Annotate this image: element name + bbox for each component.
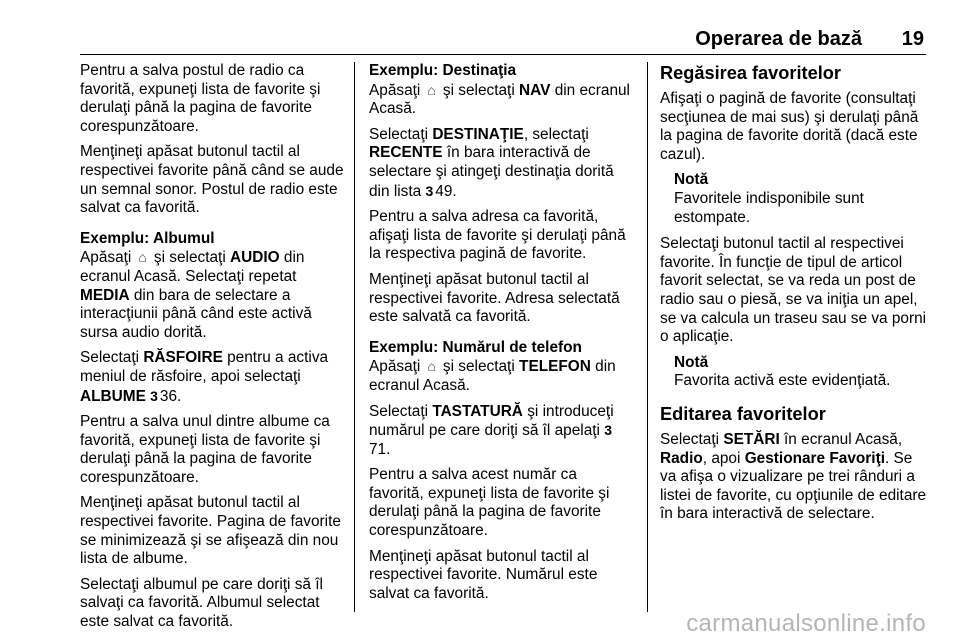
note-heading: Notă bbox=[674, 353, 709, 371]
cross-reference-arrow-icon: 3 bbox=[604, 422, 613, 439]
keyword-setari: SETĂRI bbox=[723, 430, 780, 448]
example-heading-album: Exemplu: Albumul bbox=[80, 229, 215, 247]
paragraph: Menţineţi apăsat butonul tactil al respectivei favorite. Numărul este salvat ca favorită. bbox=[369, 547, 598, 602]
section-heading-retrieve: Regăsirea favoritelor bbox=[660, 63, 841, 83]
home-icon: ⌂ bbox=[427, 358, 436, 375]
watermark: carmanualsonline.info bbox=[686, 610, 926, 637]
note-text: Favorita activă este evidenţiată. bbox=[674, 372, 891, 390]
keyword-rasfoire: RĂSFOIRE bbox=[143, 349, 223, 367]
paragraph: Selectaţi TASTATURĂ şi introduceţi numărul pe care doriţi să îl apelaţi 371. bbox=[369, 402, 614, 458]
keyword-audio: AUDIO bbox=[230, 249, 280, 267]
column-left bbox=[80, 62, 345, 639]
keyword-media: MEDIA bbox=[80, 286, 130, 304]
column-right bbox=[660, 62, 928, 531]
paragraph: Selectaţi DESTINAŢIE, selectaţi RECENTE în bara interactivă de selectare şi atingeţi destinaţia dorită din lista 3 49. bbox=[369, 125, 614, 200]
page-reference[interactable]: 71. bbox=[369, 440, 391, 458]
header-rule bbox=[80, 54, 926, 55]
note-text: Favoritele indisponibile sunt estompate. bbox=[674, 189, 864, 226]
paragraph: Afişaţi o pagină de favorite (consultaţi secţiunea de mai sus) şi derulaţi până la pagina de favorite dorită (dacă este cazul). bbox=[660, 90, 919, 163]
column-middle bbox=[369, 62, 634, 610]
keyword-destinatie: DESTINAŢIE bbox=[432, 125, 524, 143]
paragraph: Pentru a salva unul dintre albume ca favorită, expuneţi lista de favorite şi derulaţi până la pagina de favorite corespunzătoare. bbox=[80, 413, 330, 486]
paragraph: Menţineţi apăsat butonul tactil al respectivei favorite până când se aude un semnal sonor. Postul de radio este salvat ca favorită. bbox=[80, 143, 344, 217]
note-box bbox=[674, 171, 928, 227]
paragraph: Pentru a salva postul de radio ca favorită, expuneţi lista de favorite şi derulaţi până la pagina de favorite corespunzătoare. bbox=[80, 62, 321, 135]
paragraph: Selectaţi SETĂRI în ecranul Acasă, Radio, apoi Gestionare Favoriţi. Se va afişa o vizualizare pe trei rânduri a listei de favorite, cu opţiunile de editare în bara interactivă de selectare. bbox=[660, 430, 927, 523]
keyword-albume: ALBUME bbox=[80, 387, 146, 405]
keyword-recente: RECENTE bbox=[369, 144, 443, 162]
home-icon: ⌂ bbox=[138, 249, 147, 266]
paragraph: Pentru a salva acest număr ca favorită, expuneţi lista de favorite şi derulaţi până la pagina de favorite corespunzătoare. bbox=[369, 466, 610, 540]
page-number: 19 bbox=[901, 28, 924, 50]
page-reference[interactable]: 49. bbox=[435, 182, 457, 200]
paragraph: Selectaţi albumul pe care doriţi să îl salvaţi ca favorită. Albumul selectat este salvat ca favorită. bbox=[80, 575, 323, 631]
paragraph: Apăsaţi ⌂ şi selectaţi TELEFON din ecranul Acasă. bbox=[369, 358, 616, 394]
note-box bbox=[674, 354, 928, 391]
section-heading-edit: Editarea favoritelor bbox=[660, 403, 826, 424]
keyword-telefon: TELEFON bbox=[519, 358, 591, 376]
keyword-gestionare-favoriti: Gestionare Favoriţi bbox=[744, 449, 885, 467]
page-reference[interactable]: 36. bbox=[159, 387, 182, 405]
cross-reference-arrow-icon: 3 bbox=[150, 387, 158, 404]
paragraph: Apăsaţi ⌂ şi selectaţi AUDIO din ecranul Acasă. Selectaţi repetat MEDIA din bara de selectare a interacţiunii până când este activă sursa audio dorită. bbox=[80, 249, 312, 341]
paragraph: Menţineţi apăsat butonul tactil al respectivei favorite. Adresa selectată este salvată ca favorită. bbox=[369, 270, 620, 326]
column-divider bbox=[354, 62, 355, 612]
keyword-radio: Radio bbox=[660, 449, 703, 467]
page-header bbox=[0, 0, 960, 54]
example-heading-phone: Exemplu: Numărul de telefon bbox=[369, 338, 582, 356]
example-heading-destination: Exemplu: Destinaţia bbox=[369, 62, 517, 79]
keyword-nav: NAV bbox=[519, 81, 551, 99]
paragraph: Selectaţi RĂSFOIRE pentru a activa meniul de răsfoire, apoi selectaţi ALBUME 3 36. bbox=[80, 349, 329, 405]
page-title: Operarea de bază bbox=[695, 28, 862, 50]
paragraph: Menţineţi apăsat butonul tactil al respectivei favorite. Pagina de favorite se minimizează şi se afişează din nou lista de albume. bbox=[80, 494, 341, 568]
paragraph: Apăsaţi ⌂ şi selectaţi NAV din ecranul Acasă. bbox=[369, 81, 630, 118]
column-divider bbox=[647, 62, 648, 612]
paragraph: Pentru a salva adresa ca favorită, afişaţi lista de favorite şi derulaţi până la respectiva pagină de favorite. bbox=[369, 208, 626, 263]
keyword-tastatura: TASTATURĂ bbox=[432, 402, 523, 420]
paragraph: Selectaţi butonul tactil al respectivei favorite. În funcţie de tipul de articol favorit selectat, se va reda un post de radio sau o piesă, se va iniţia un apel, se va calcula un traseu sau se va porni o aplicaţie. bbox=[660, 235, 927, 346]
home-icon: ⌂ bbox=[427, 81, 436, 98]
cross-reference-arrow-icon: 3 bbox=[425, 182, 434, 199]
note-heading: Notă bbox=[674, 171, 709, 189]
